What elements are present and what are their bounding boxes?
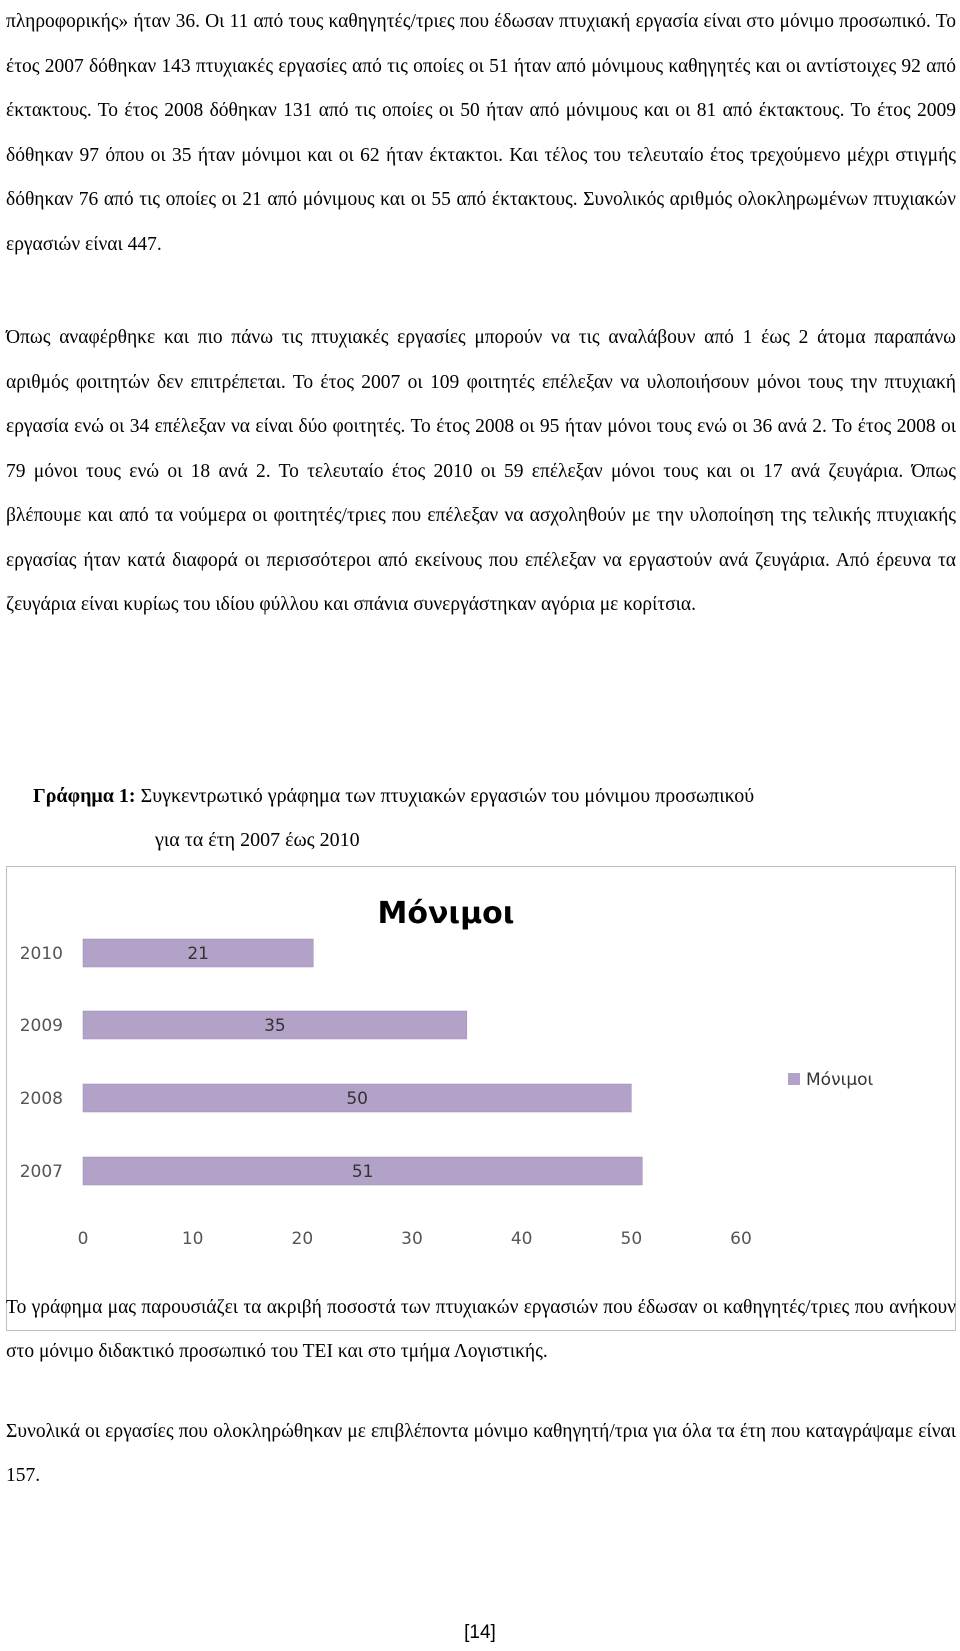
chart-title: Μόνιμοι <box>377 896 515 931</box>
y-category-label: 2010 <box>19 944 63 964</box>
data-label: 35 <box>264 1016 286 1036</box>
legend-label: Μόνιμοι <box>806 1070 874 1090</box>
figure-caption <box>33 774 953 862</box>
x-tick-label: 40 <box>510 1229 533 1249</box>
figure-caption-text: Συγκεντρωτικό γράφημα των πτυχιακών εργασιών του μόνιμου προσωπικού <box>135 785 755 807</box>
paragraph-total-summary: Συνολικά οι εργασίες που ολοκληρώθηκαν με επιβλέποντα μόνιμο καθηγητή/τρια για όλα τα έτη που καταγράψαμε είναι 157. <box>6 1421 956 1486</box>
bar-chart <box>7 867 955 1330</box>
chart-frame <box>6 866 956 1331</box>
x-tick-label: 0 <box>77 1229 89 1249</box>
page-number: [14] <box>464 1622 496 1643</box>
x-tick-label: 60 <box>730 1229 752 1249</box>
y-category-label: 2009 <box>19 1016 63 1036</box>
paragraph-permanent-staff-counts: πληροφορικής» ήταν 36. Οι 11 από τους καθηγητές/τριες που έδωσαν πτυχιακή εργασία είναι στο μόνιμο προσωπικό. Το έτος 2007 δόθηκαν 143 πτυχιακές εργασίες από τις οποίες οι 51 ήταν από μόνιμους καθηγητές και οι αντίστοιχες 92 από έκτακτους. Το έτος 2008 δόθηκαν 131 από τις οποίες οι 50 ήταν από μόνιμους και οι 81 από έκτακτους. Το έτος 2009 δόθηκαν 97 όπου οι 35 ήταν μόνιμοι και οι 62 ήταν έκτακτοι. Και τέλος του τελευταίο έτος τρεχούμενο μέχρι στιγμής δόθηκαν 76 από τις οποίες οι 21 από μόνιμους και οι 55 από έκτακτους. Συνολικός αριθμός ολοκληρωμένων πτυχιακών εργασιών είναι 447. <box>6 11 956 255</box>
x-tick-label: 30 <box>401 1229 423 1249</box>
x-tick-label: 50 <box>620 1229 643 1249</box>
legend-swatch <box>788 1073 800 1085</box>
x-tick-label: 10 <box>181 1229 204 1249</box>
data-label: 51 <box>351 1162 374 1182</box>
data-label: 50 <box>346 1089 368 1109</box>
x-tick-label: 20 <box>291 1229 314 1249</box>
y-category-label: 2008 <box>19 1089 63 1109</box>
paragraph-students-per-thesis: Όπως αναφέρθηκε και πιο πάνω τις πτυχιακές εργασίες μπορούν να τις αναλάβουν από 1 έως 2 άτομα παραπάνω αριθμός φοιτητών δεν επιτρέπεται. Το έτος 2007 οι 109 φοιτητές επέλεξαν να υλοποιήσουν μόνοι τους την πτυχιακή εργασία ενώ οι 34 επέλεξαν να είναι δύο φοιτητές. Το έτος 2008 οι 95 ήταν μόνοι τους ενώ οι 36 ανά 2. Το έτος 2008 οι 79 μόνοι τους ενώ οι 18 ανά 2. Το τελευταίο έτος 2010 οι 59 επέλεξαν μόνοι τους και οι 17 ανά ζευγάρια. Όπως βλέπουμε και από τα νούμερα οι φοιτητές/τριες που επέλεξαν να ασχοληθούν με την υλοποίηση της τελικής πτυχιακής εργασίας ήταν κατά διαφορά οι περισσότεροι από εκείνους που επέλεξαν να εργαστούν ανά ζευγάρια. Από έρευνα τα ζευγάρια είναι κυρίως του ιδίου φύλλου και σπάνια συνεργάστηκαν αγόρια με κορίτσια. <box>6 327 956 615</box>
figure-caption-text-line2: για τα έτη 2007 έως 2010 <box>155 829 360 851</box>
y-category-label: 2007 <box>19 1162 63 1182</box>
paragraph-chart-description: Το γράφημα μας παρουσιάζει τα ακριβή ποσοστά των πτυχιακών εργασιών που έδωσαν οι καθηγητές/τριες που ανήκουν στο μόνιμο διδακτικό προσωπικό του ΤΕΙ και στο τμήμα Λογιστικής. <box>6 1297 956 1362</box>
data-label: 21 <box>187 944 209 964</box>
figure-caption-label: Γράφημα 1: <box>33 785 136 807</box>
